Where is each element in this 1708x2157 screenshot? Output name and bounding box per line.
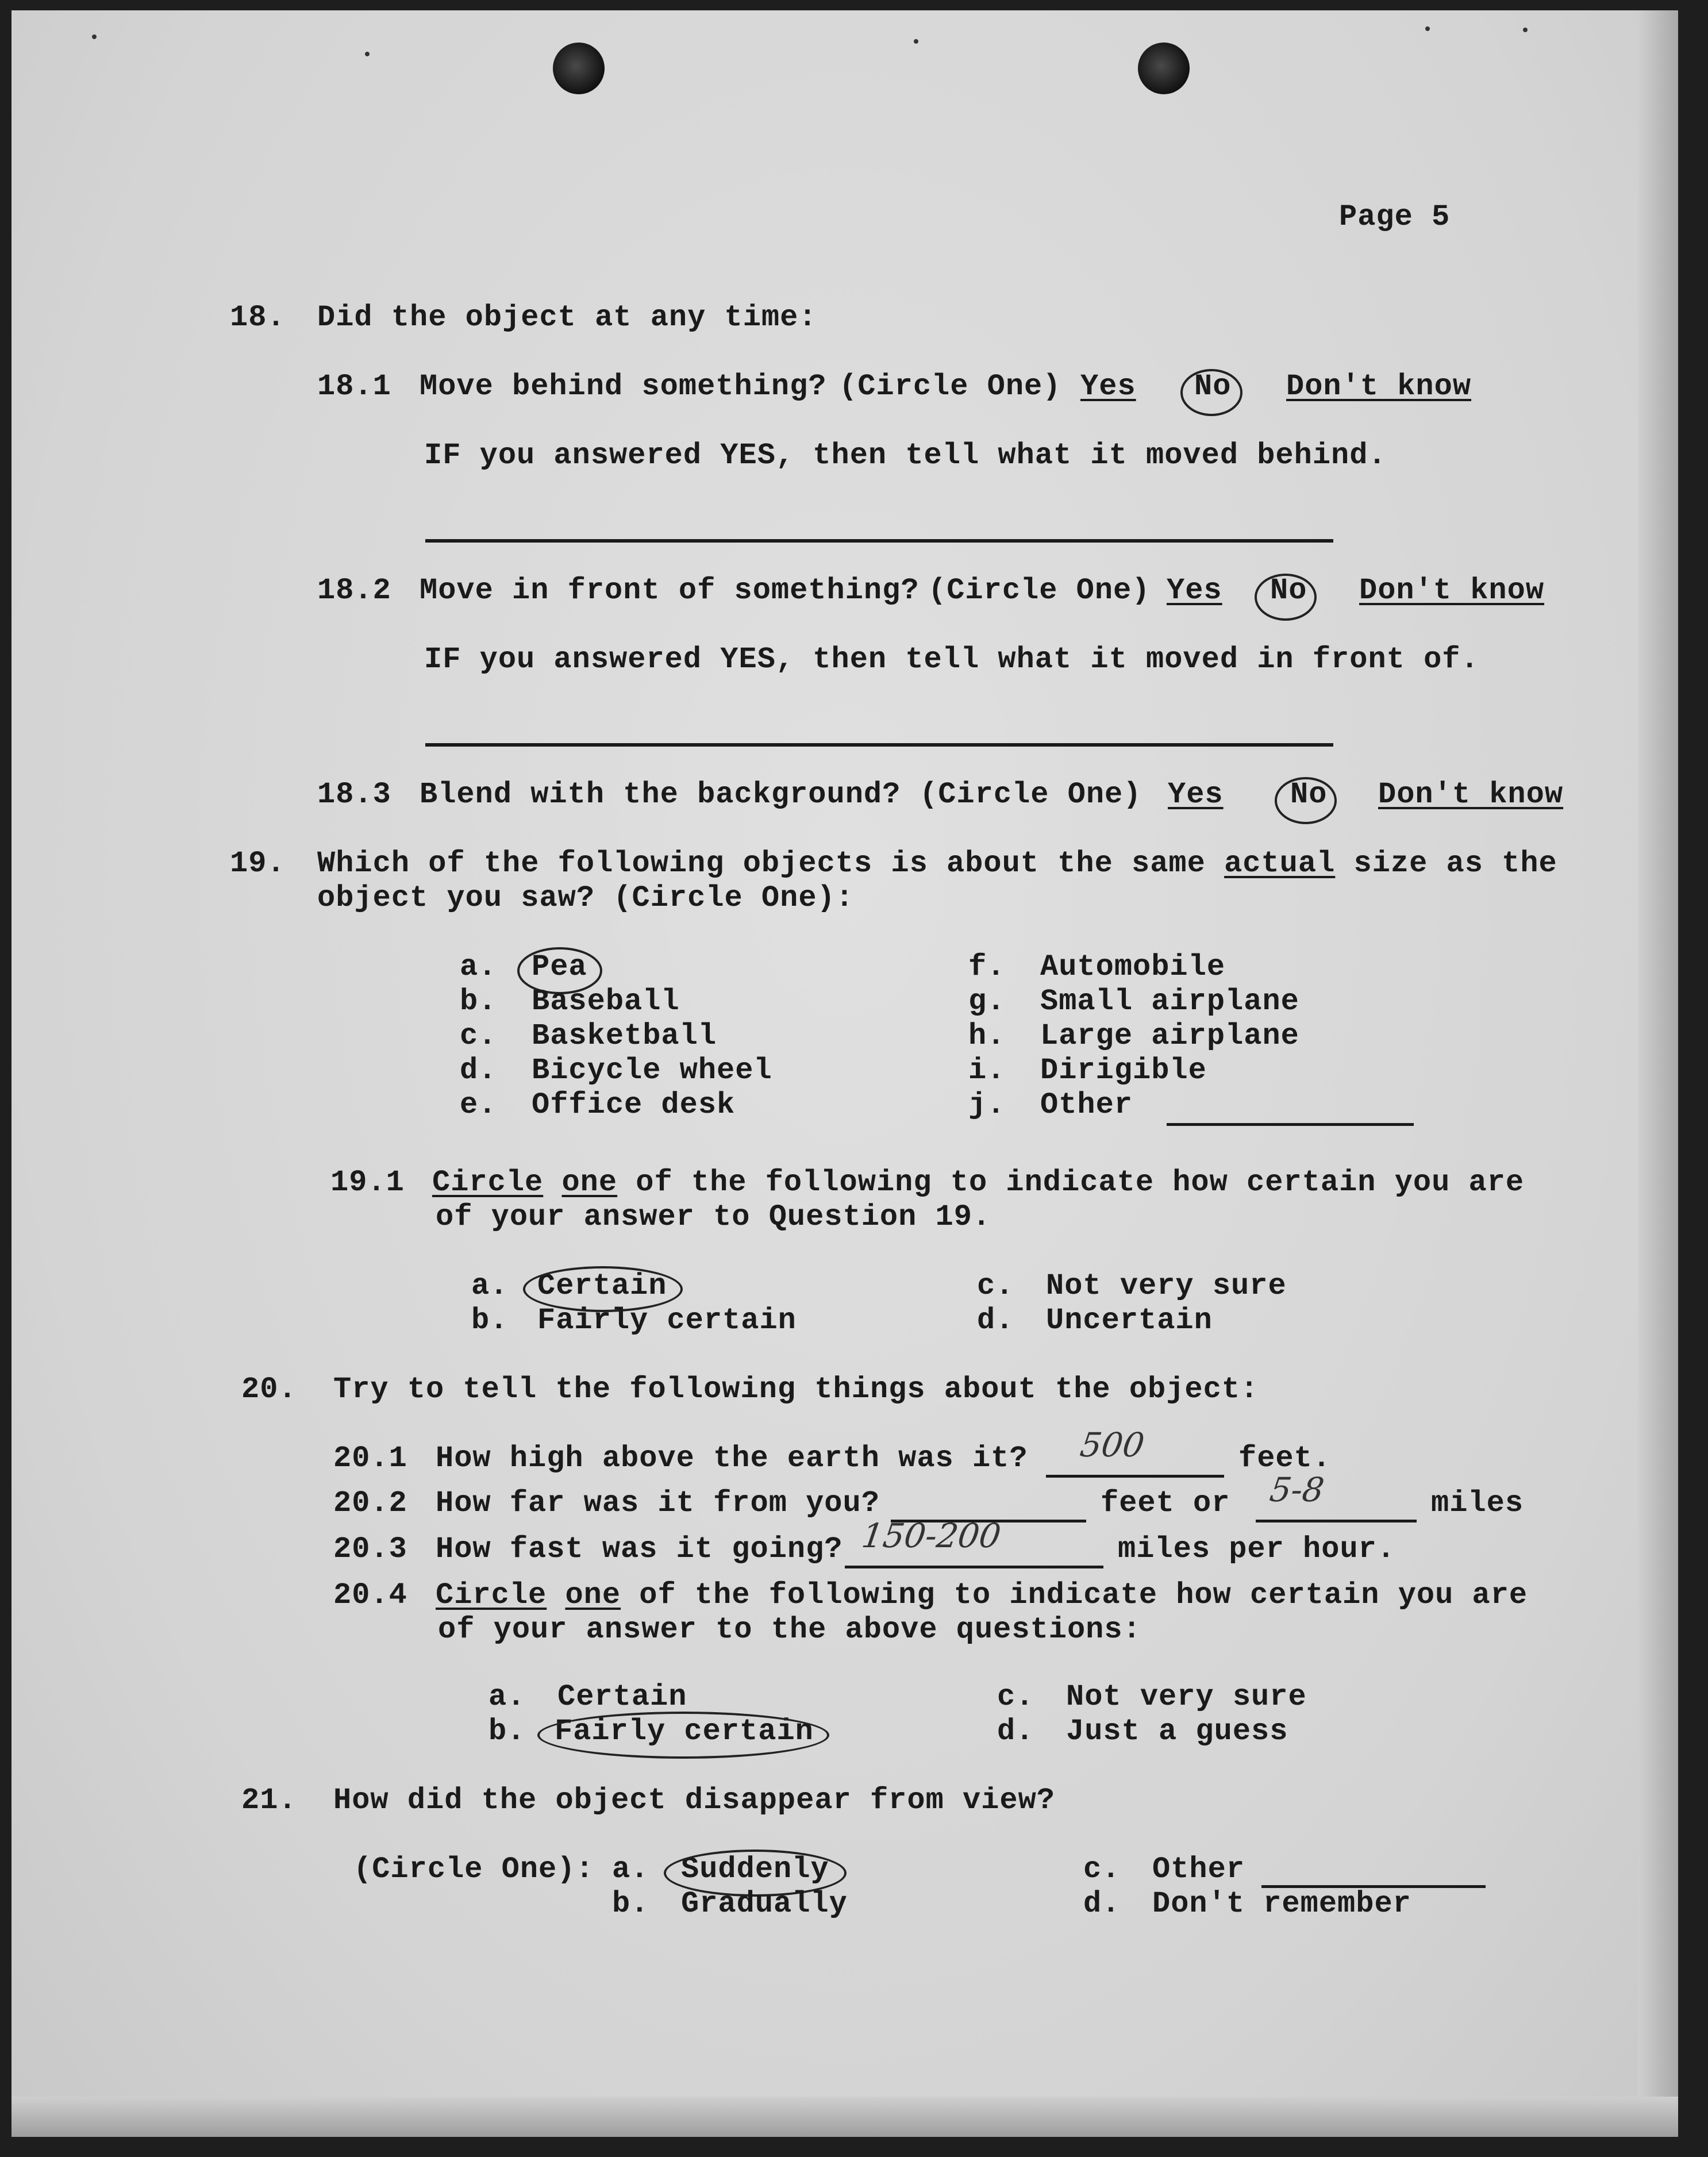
selection-circle	[537, 1712, 829, 1759]
q19-option-automobile[interactable]: Automobile	[1040, 950, 1226, 984]
q21-text: How did the object disappear from view?	[333, 1783, 1055, 1817]
speck	[1523, 28, 1528, 32]
q18-1-text: Move behind something?	[420, 370, 827, 403]
page-bottom-shadow	[11, 2097, 1678, 2137]
q19-option-i-key: i.	[968, 1053, 1006, 1087]
q19-line1-post: size as the	[1335, 847, 1557, 881]
q21-option-b-key: b.	[612, 1887, 649, 1921]
q20-3-number: 20.3	[333, 1532, 407, 1566]
q20-4-circle-underlined: Circle	[436, 1578, 547, 1612]
selection-circle	[1180, 369, 1242, 416]
q20-2-miles-answer-line[interactable]	[1256, 1520, 1417, 1522]
punch-hole-left	[553, 43, 605, 94]
q20-3-answer-line[interactable]	[845, 1566, 1103, 1568]
speck	[92, 34, 97, 39]
q18-3-dont-know-option[interactable]: Don't know	[1378, 778, 1564, 812]
q20-3-handwritten-answer: 150-200	[859, 1516, 1003, 1555]
q18-2-yes-option[interactable]: Yes	[1167, 574, 1222, 608]
document-page	[11, 10, 1678, 2137]
q19-line2: object you saw? (Circle One):	[317, 881, 854, 915]
selection-circle	[1275, 777, 1337, 824]
q21-option-other[interactable]: Other	[1152, 1852, 1245, 1886]
q19-1-option-c-key: c.	[977, 1269, 1014, 1303]
q19-1-option-not-very-sure[interactable]: Not very sure	[1046, 1269, 1287, 1303]
q20-2-feet-or: feet or	[1101, 1486, 1230, 1520]
speck	[1425, 26, 1430, 31]
q19-option-c-key: c.	[460, 1019, 497, 1053]
q19-option-h-key: h.	[968, 1019, 1006, 1053]
q20-1-answer-line[interactable]	[1046, 1475, 1224, 1478]
q18-1-circle-one: (Circle One)	[839, 370, 1061, 403]
q20-4-option-certain[interactable]: Certain	[557, 1680, 687, 1714]
q18-2-no-option[interactable]: No	[1270, 574, 1307, 608]
q21-circle-one: (Circle One):	[353, 1852, 594, 1886]
q19-option-basketball[interactable]: Basketball	[532, 1019, 717, 1053]
q21-number: 21.	[241, 1783, 297, 1817]
q19-1-line1	[432, 1166, 1524, 1199]
q19-option-baseball[interactable]: Baseball	[532, 985, 680, 1018]
q18-2-number: 18.2	[317, 574, 391, 608]
q19-option-e-key: e.	[460, 1088, 497, 1122]
q18-1-followup: IF you answered YES, then tell what it moved behind.	[424, 439, 1387, 472]
q21-option-suddenly[interactable]: Suddenly	[681, 1852, 829, 1886]
q19-option-j-key: j.	[968, 1088, 1006, 1122]
q19-option-office-desk[interactable]: Office desk	[532, 1088, 736, 1122]
q19-option-small-airplane[interactable]: Small airplane	[1040, 985, 1299, 1018]
selection-circle	[1255, 574, 1317, 621]
q19-1-one-underlined: one	[561, 1166, 618, 1199]
q20-4-line1-post: of the following to indicate how certain you are	[621, 1578, 1528, 1612]
q19-option-other[interactable]: Other	[1040, 1088, 1133, 1122]
q19-1-option-a-key: a.	[471, 1269, 509, 1303]
q19-option-b-key: b.	[460, 985, 497, 1018]
q18-2-answer-line[interactable]	[425, 743, 1333, 747]
q19-1-option-b-key: b.	[471, 1304, 509, 1337]
q19-1-option-fairly-certain[interactable]: Fairly certain	[537, 1304, 797, 1337]
speck	[914, 39, 918, 44]
q20-1-handwritten-answer: 500	[1078, 1425, 1147, 1464]
punch-hole-right	[1138, 43, 1190, 94]
q18-1-yes-option[interactable]: Yes	[1080, 370, 1136, 403]
q21-option-dont-remember[interactable]: Don't remember	[1152, 1887, 1411, 1921]
q18-1-dont-know-option[interactable]: Don't know	[1286, 370, 1472, 403]
q20-2-number: 20.2	[333, 1486, 407, 1520]
page-edge-shadow	[1638, 10, 1678, 2137]
q18-1-no-option[interactable]: No	[1194, 370, 1232, 403]
q18-2-circle-one: (Circle One)	[928, 574, 1151, 608]
q19-1-circle-underlined: Circle	[432, 1166, 544, 1199]
speck	[365, 52, 370, 56]
q19-number: 19.	[230, 847, 286, 881]
q18-1-answer-line[interactable]	[425, 539, 1333, 543]
q18-3-number: 18.3	[317, 778, 391, 812]
q19-line1	[317, 847, 1557, 881]
q18-3-text: Blend with the background?	[420, 778, 901, 812]
q18-number: 18.	[230, 301, 286, 334]
q18-3-yes-option[interactable]: Yes	[1168, 778, 1224, 812]
q20-4-option-d-key: d.	[997, 1714, 1034, 1748]
q20-4-option-b-key: b.	[488, 1714, 526, 1748]
q19-option-dirigible[interactable]: Dirigible	[1040, 1053, 1207, 1087]
q18-3-no-option[interactable]: No	[1290, 778, 1328, 812]
q20-4-option-c-key: c.	[997, 1680, 1034, 1714]
q21-option-d-key: d.	[1083, 1887, 1121, 1921]
q19-actual-underlined: actual	[1224, 847, 1336, 881]
q20-text: Try to tell the following things about the object:	[333, 1372, 1259, 1406]
q20-4-option-a-key: a.	[488, 1680, 526, 1714]
q19-1-option-d-key: d.	[977, 1304, 1014, 1337]
q18-text: Did the object at any time:	[317, 301, 817, 334]
q19-option-a-key: a.	[460, 950, 497, 984]
q18-2-followup: IF you answered YES, then tell what it moved in front of.	[424, 643, 1479, 676]
q20-2-unit: miles	[1431, 1486, 1524, 1520]
q20-1-unit: feet.	[1238, 1441, 1332, 1475]
q20-4-option-not-very-sure[interactable]: Not very sure	[1066, 1680, 1307, 1714]
q20-1-number: 20.1	[333, 1441, 407, 1475]
q20-4-one-underlined: one	[565, 1578, 621, 1612]
q19-1-number: 19.1	[330, 1166, 405, 1199]
q20-number: 20.	[241, 1372, 297, 1406]
q19-option-pea[interactable]: Pea	[532, 950, 587, 984]
q19-option-large-airplane[interactable]: Large airplane	[1040, 1019, 1299, 1053]
q19-option-d-key: d.	[460, 1053, 497, 1087]
q20-1-text: How high above the earth was it?	[436, 1441, 1028, 1475]
q20-4-option-fairly-certain[interactable]: Fairly certain	[555, 1714, 814, 1748]
q20-2-text: How far was it from you?	[436, 1486, 880, 1520]
q20-4-number: 20.4	[333, 1578, 407, 1612]
q20-4-option-just-a-guess[interactable]: Just a guess	[1066, 1714, 1288, 1748]
q20-4-line2: of your answer to the above questions:	[438, 1613, 1141, 1647]
q18-3-circle-one: (Circle One)	[920, 778, 1142, 812]
page-number: Page 5	[1339, 200, 1451, 234]
q19-option-g-key: g.	[968, 985, 1006, 1018]
q19-1-option-certain[interactable]: Certain	[537, 1269, 667, 1303]
q21-option-gradually[interactable]: Gradually	[681, 1887, 848, 1921]
q20-3-text: How fast was it going?	[436, 1532, 843, 1566]
q20-2-handwritten-answer: 5-8	[1267, 1470, 1327, 1509]
q18-1-number: 18.1	[317, 370, 391, 403]
q19-other-answer-line[interactable]	[1167, 1123, 1414, 1126]
q20-4-line1	[436, 1578, 1528, 1612]
q19-1-line2: of your answer to Question 19.	[436, 1200, 991, 1234]
q21-option-c-key: c.	[1083, 1852, 1121, 1886]
q19-option-bicycle-wheel[interactable]: Bicycle wheel	[532, 1053, 772, 1087]
q20-3-unit: miles per hour.	[1118, 1532, 1396, 1566]
q19-line1-pre: Which of the following objects is about the same	[317, 847, 1225, 881]
q21-option-a-key: a.	[612, 1852, 649, 1886]
q18-2-dont-know-option[interactable]: Don't know	[1359, 574, 1545, 608]
q19-1-option-uncertain[interactable]: Uncertain	[1046, 1304, 1213, 1337]
q19-1-line1-post: of the following to indicate how certain you are	[617, 1166, 1525, 1199]
q18-2-text: Move in front of something?	[420, 574, 920, 608]
q19-option-f-key: f.	[968, 950, 1006, 984]
